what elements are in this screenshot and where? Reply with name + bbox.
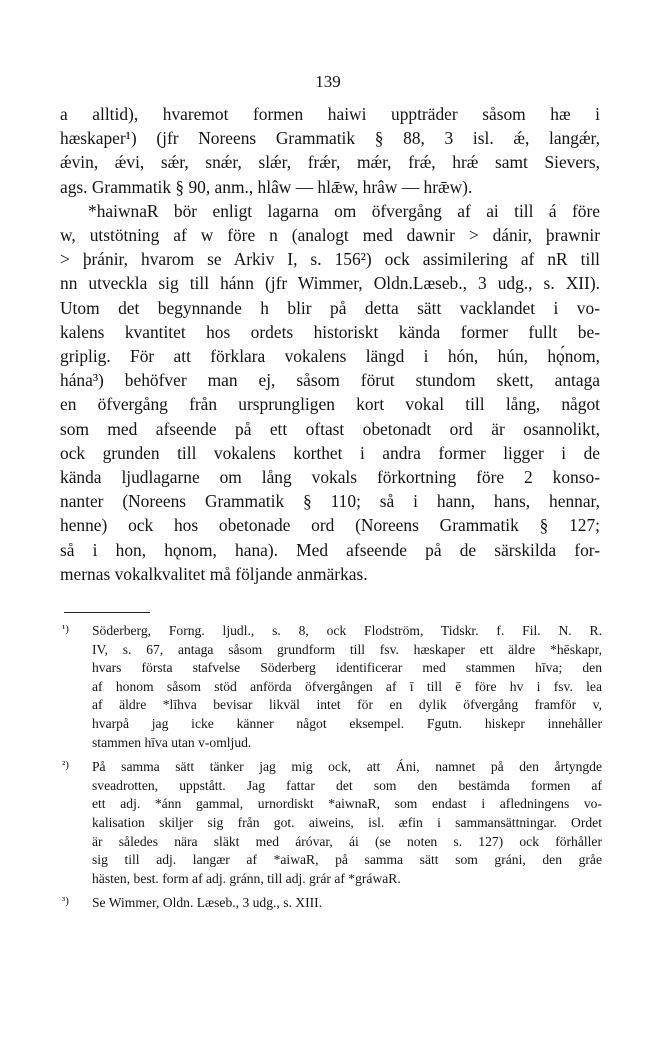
body-line: henne) ock hos obetonade ord (Noreens Grammatik § 127; [60,515,600,536]
footnote-line: hästen, best. form af adj. gránn, till adj. grár af *gráwaR. [92,870,401,886]
footnotes [60,622,602,913]
footnote-line: sig till adj. langær af *aiwaR, på samma sätt som gráni, den gråe [92,852,602,868]
footnote-1 [60,622,602,752]
body-line: hæskaper¹) (jfr Noreens Grammatik § 88, 3 isl. ǽ, langǽr, [60,128,600,149]
footnote-line: af äldre *līhva bevisar likväl intet för en dylik öfvergång framför v, [92,697,602,713]
footnote-line: sveadrotten, uppstått. Jag fattar det som den bestämda formen af [92,777,602,793]
body-line: en öfvergång från ursprungligen kort vokal till lång, något [60,394,600,415]
footnote-line: af honom såsom stöd anförda öfvergången af ī till ē före hv i fsv. lea [92,678,602,694]
footnote-line: ett adj. *ánn gammal, urnordiskt *aiwnaR, som endast i afledningens vo- [92,796,602,812]
footnote-line [60,758,602,777]
footnote-line: hvarpå jag icke känner något eksempel. Fgutn. hiskepr innehåller [92,715,602,731]
body-line: så i hon, hǫnom, hana). Med afseende på de särskilda for- [60,539,600,560]
body-line: hána³) behöfver man ej, såsom förut stundom skett, antaga [60,370,600,391]
footnote-text: Söderberg, Forng. ljudl., s. 8, ock Flodström, Tidskr. f. Fil. N. R. [92,623,602,638]
body-line: kända ljudlagarne om lång vokals förkortning före 2 konso- [60,467,600,488]
body-line: ags. Grammatik § 90, anm., hlâw — hlǣw, hrâw — hrǣw). [60,176,473,197]
footnote-line [60,894,602,913]
body-line: ǽvin, ǽvi, sǽr, snǽr, slǽr, frǽr, mǽr, frǽ, hrǽ samt Sievers, [60,152,600,173]
footnote-3 [60,894,602,913]
body-line: > þránir, hvarom se Arkiv I, s. 156²) ock assimilering af nR till [60,249,600,270]
body-line: Utom det begynnande h blir på detta sätt vacklandet i vo- [60,297,600,318]
footnote-2 [60,758,602,888]
footnote-marker: ²) [62,759,69,772]
footnote-line: är således nära släkt med áróvar, ái (se noten s. 127) ock förhåller [92,833,602,849]
footnote-marker: ¹) [62,623,69,635]
body-line: a alltid), hvaremot formen haiwi uppträder såsom hæ i [60,104,600,124]
body-line: w, utstötning af w före n (analogt med dawnir > dánir, þrawnir [60,225,600,246]
body-line: kalens kvantitet hos ordets historiskt kända former fullt be- [60,321,600,342]
footnote-line: hvars första stafvelse Söderberg identificerar med stammen hīva; den [92,660,602,676]
footnote-line [60,622,602,641]
main-text [60,102,600,586]
footnote-line: kalisation skiljer sig från got. aiweins, isl. æfin i sammansättningar. Ordet [92,814,602,830]
footnote-text: Se Wimmer, Oldn. Læseb., 3 udg., s. XIII. [92,895,323,911]
body-line: *haiwnaR bör enligt lagarna om öfvergång af ai till á före [88,200,600,221]
footnote-divider [64,612,150,613]
page-number: 139 [315,72,341,91]
body-line: som med afseende på ett oftast obetonadt ord är osannolikt, [60,418,600,439]
body-line: nn utveckla sig till hánn (jfr Wimmer, Oldn.Læseb., 3 udg., s. XII). [60,273,600,294]
footnote-marker: ³) [62,895,69,908]
body-line: mernas vokalkvalitet må följande anmärkas. [60,563,368,584]
body-line: ock grunden till vokalens korthet i andra former ligger i de [60,442,600,463]
body-line: griplig. För att förklara vokalens längd i hón, hún, hǫ́nom, [60,346,600,367]
footnote-line: stammen hīva utan v-omljud. [92,734,252,750]
body-line: nanter (Noreens Grammatik § 110; så i hann, hans, hennar, [60,491,600,512]
footnote-text: På samma sätt tänker jag mig ock, att Áni, namnet på den årtyngde [92,759,602,775]
footnote-line: IV, s. 67, antaga såsom grundform till fsv. hæskaper ett äldre *hēskapr, [92,641,602,657]
